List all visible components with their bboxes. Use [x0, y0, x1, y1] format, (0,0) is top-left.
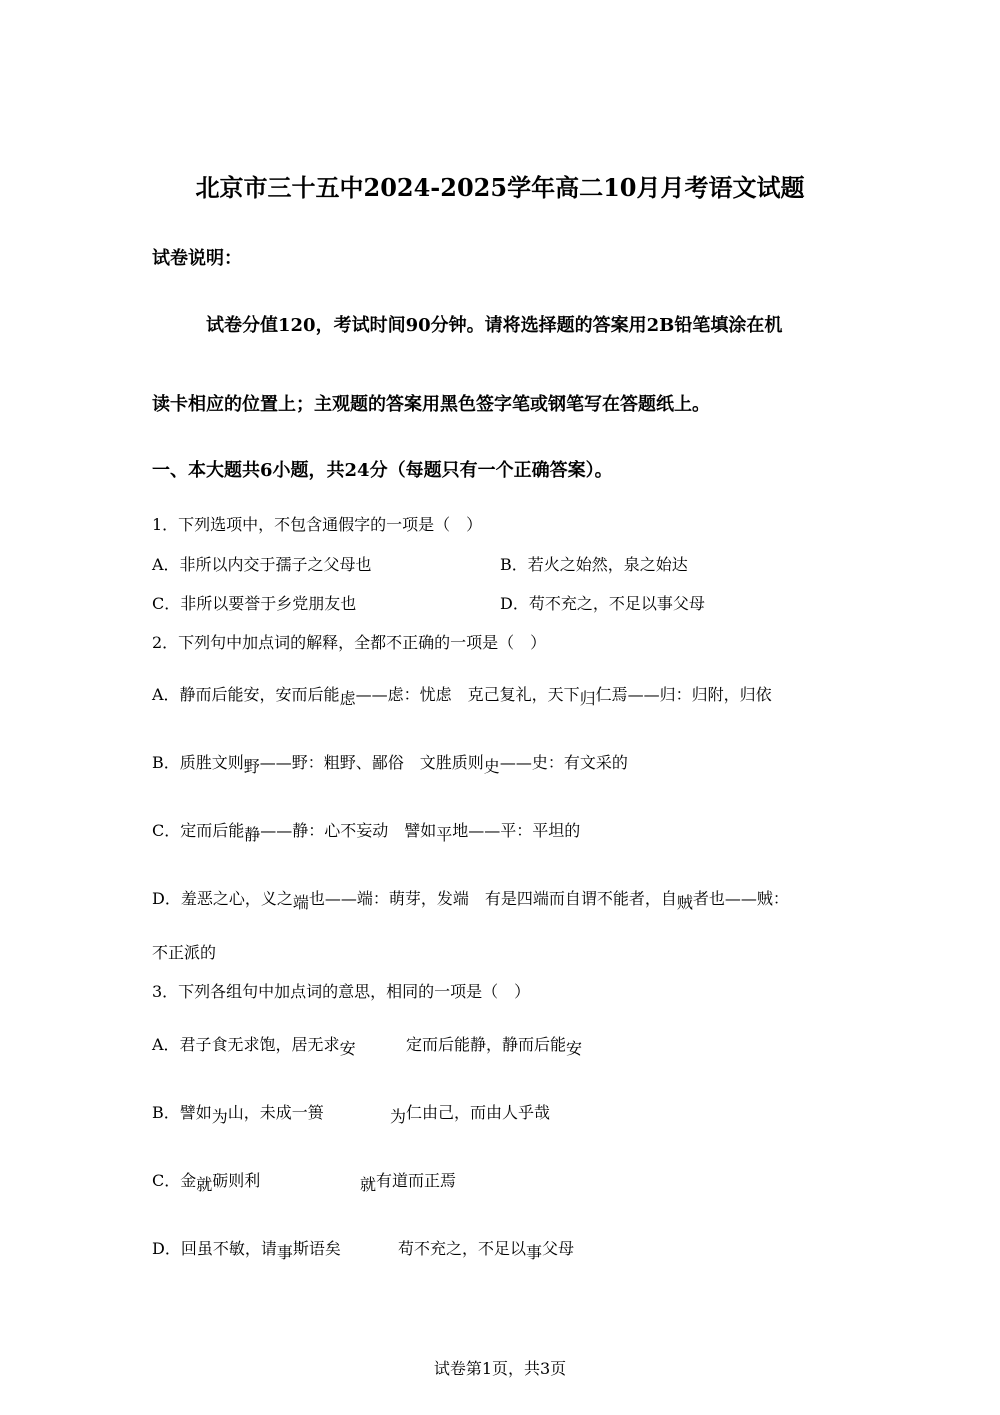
q2-b-text-1: B．质胜文则	[152, 753, 244, 772]
q3-b-text-2: 山，未成一篑	[227, 1103, 324, 1122]
q3-c-dotted-2: 就	[360, 1175, 377, 1194]
q2-d-text-1: D．羞恶之心，义之	[152, 889, 293, 908]
q2-d-dotted-1: 端	[292, 893, 309, 912]
section-1-heading: 一、本大题共6小题，共24分（每题只有一个正确答案）。	[152, 460, 613, 481]
q3-d-dotted-2: 事	[526, 1243, 543, 1262]
q3-a-text-2: 定而后能静，静而后能	[406, 1035, 567, 1054]
q2-a-text-1: A．静而后能安，安而后能	[152, 685, 340, 704]
q2-c-text-1: C．定而后能	[152, 821, 245, 840]
q3-option-b-left	[152, 1100, 324, 1126]
q3-c-text-1: C．金	[152, 1171, 197, 1190]
q2-c-dotted-2: 平	[436, 825, 453, 844]
q2-stem: 2．下列句中加点词的解释，全都不正确的一项是（ ）	[152, 633, 547, 652]
q2-a-dotted-2: 归	[579, 689, 596, 708]
q2-d-text-2: 也——端：萌芽，发端 有是四端而自谓不能者，自	[308, 889, 677, 908]
q2-b-dotted-2: 史	[483, 757, 500, 776]
q2-b-dotted-1: 野	[243, 757, 260, 776]
q3-c-text-3: 有道而正焉	[376, 1171, 457, 1190]
q2-b-text-2: ——野：粗野、鄙俗 文胜质则	[259, 753, 484, 772]
q3-a-dotted-2: 安	[566, 1039, 583, 1058]
q3-option-c-left	[152, 1168, 261, 1194]
q2-option-d-continued: 不正派的	[152, 943, 217, 962]
q2-b-text-3: ——史：有文采的	[499, 753, 628, 772]
q3-d-text-3: 苟不充之，不足以	[398, 1239, 527, 1258]
note-line-2: 读卡相应的位置上；主观题的答案用黑色签字笔或钢笔写在答题纸上。	[152, 394, 710, 415]
q2-d-dotted-2: 贼	[676, 893, 693, 912]
q1-stem: 1．下列选项中，不包含通假字的一项是（ ）	[152, 515, 483, 534]
q1-option-a: A．非所以内交于孺子之父母也	[152, 555, 372, 574]
q2-option-c	[152, 818, 581, 844]
note-line-1: 试卷分值120，考试时间90分钟。请将选择题的答案用2B铅笔填涂在机	[206, 315, 783, 336]
q3-b-dotted-1: 为	[211, 1107, 228, 1126]
q2-option-d	[152, 886, 789, 912]
q2-d-text-3: 者也——贼：	[692, 889, 789, 908]
q3-d-text-4: 父母	[542, 1239, 575, 1258]
q3-option-a-left	[152, 1032, 356, 1058]
note-heading: 试卷说明：	[152, 248, 242, 269]
q3-b-text-1: B．譬如	[152, 1103, 212, 1122]
q1-option-c: C．非所以要誉于乡党朋友也	[152, 594, 357, 613]
q2-a-dotted-1: 虑	[339, 689, 356, 708]
q3-option-d-left	[152, 1236, 341, 1262]
q2-option-a	[152, 682, 772, 708]
q3-option-c-right	[360, 1168, 457, 1194]
q3-c-dotted-1: 就	[196, 1175, 213, 1194]
q2-option-b	[152, 750, 628, 776]
q3-option-b-right	[390, 1100, 551, 1126]
q3-b-dotted-2: 为	[390, 1107, 407, 1126]
q2-c-text-3: 地——平：平坦的	[452, 821, 581, 840]
q3-b-text-3: 仁由己，而由人乎哉	[406, 1103, 551, 1122]
q3-d-text-2: 斯语矣	[292, 1239, 341, 1258]
q1-option-b: B．若火之始然，泉之始达	[500, 555, 688, 574]
q1-option-d: D．苟不充之，不足以事父母	[500, 594, 705, 613]
page-footer: 试卷第1页，共3页	[433, 1359, 567, 1378]
q2-a-text-3: 仁焉——归：归附，归依	[595, 685, 772, 704]
q3-option-d-right	[398, 1236, 575, 1262]
q3-a-text-1: A．君子食无求饱，居无求	[152, 1035, 340, 1054]
exam-title: 北京市三十五中2024-2025学年高二10月月考语文试题	[195, 173, 805, 202]
q2-c-text-2: ——静：心不妄动 譬如	[260, 821, 437, 840]
q3-a-dotted-1: 安	[339, 1039, 356, 1058]
q3-d-text-1: D．回虽不敏，请	[152, 1239, 277, 1258]
q2-a-text-2: ——虑：忧虑 克己复礼，天下	[355, 685, 580, 704]
q3-d-dotted-1: 事	[276, 1243, 293, 1262]
q3-stem: 3．下列各组句中加点词的意思，相同的一项是（ ）	[152, 982, 531, 1001]
q2-c-dotted-1: 静	[244, 825, 261, 844]
q3-c-text-2: 砺则利	[212, 1171, 261, 1190]
q3-option-a-right	[406, 1032, 583, 1058]
